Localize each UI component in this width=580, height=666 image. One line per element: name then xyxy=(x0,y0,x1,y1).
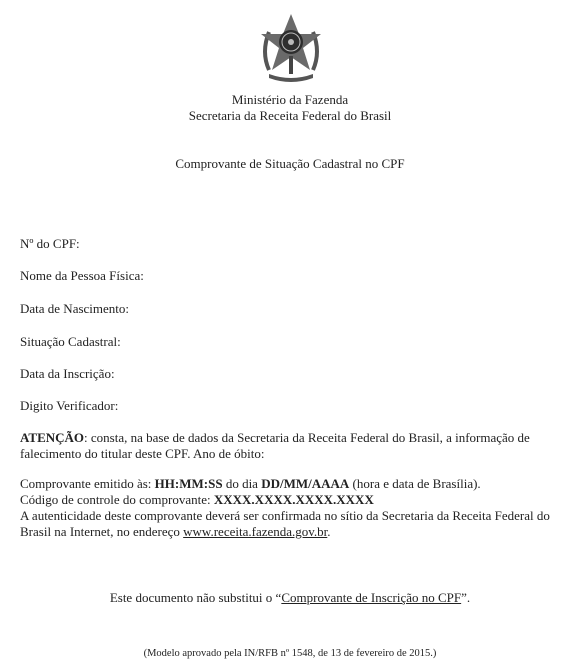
emission-prefix: Comprovante emitido às: xyxy=(20,476,155,491)
emission-middle: do dia xyxy=(222,476,262,491)
notice-line xyxy=(0,590,580,606)
registration-date-label: Data da Inscrição: xyxy=(20,366,115,381)
registration-status-label: Situação Cadastral: xyxy=(20,334,121,349)
ministry-name: Ministério da Fazenda xyxy=(231,92,349,107)
secretariat-name: Secretaria da Receita Federal do Brasil xyxy=(188,108,392,123)
emission-time: HH:MM:SS xyxy=(154,476,223,491)
control-code-label: Código de controle do comprovante: xyxy=(20,492,214,507)
footer-model-note: (Modelo aprovado pela IN/RFB nº 1548, de 13 de fevereiro de 2015.) xyxy=(143,648,437,659)
notice-suffix: ”. xyxy=(461,590,471,605)
emission-suffix: (hora e data de Brasília). xyxy=(349,476,481,491)
cpf-number-label: Nº do CPF: xyxy=(20,236,80,251)
control-code-line xyxy=(20,492,568,508)
person-name-label: Nome da Pessoa Física: xyxy=(20,268,144,283)
birth-date-label: Data de Nascimento: xyxy=(20,301,130,316)
receita-website-link[interactable]: www.receita.fazenda.gov.br xyxy=(183,524,328,539)
emission-info xyxy=(20,476,568,540)
attention-paragraph xyxy=(20,430,568,462)
authenticity-text xyxy=(20,508,568,540)
control-code-value: XXXX.XXXX.XXXX.XXXX xyxy=(213,492,374,507)
check-digit-label: Digito Verificador: xyxy=(20,398,119,413)
coat-of-arms-emblem xyxy=(255,12,327,84)
attention-label: ATENÇÃO xyxy=(20,430,85,445)
emission-date: DD/MM/AAAA xyxy=(261,476,350,491)
document-title: Comprovante de Situação Cadastral no CPF xyxy=(175,156,405,171)
authenticity-end: . xyxy=(327,524,331,539)
authenticity-body: A autenticidade deste comprovante deverá ser confirmada no sítio da Secretaria da Receita Federal do Brasil na Internet, no endereço xyxy=(20,508,550,539)
inscription-proof-link[interactable]: Comprovante de Inscrição no CPF xyxy=(281,590,462,605)
notice-prefix: Este documento não substitui o “ xyxy=(109,590,282,605)
emission-line xyxy=(20,476,568,492)
attention-text: : consta, na base de dados da Secretaria da Receita Federal do Brasil, a informação de falecimento do titular deste CPF. Ano de óbito: xyxy=(20,430,530,461)
